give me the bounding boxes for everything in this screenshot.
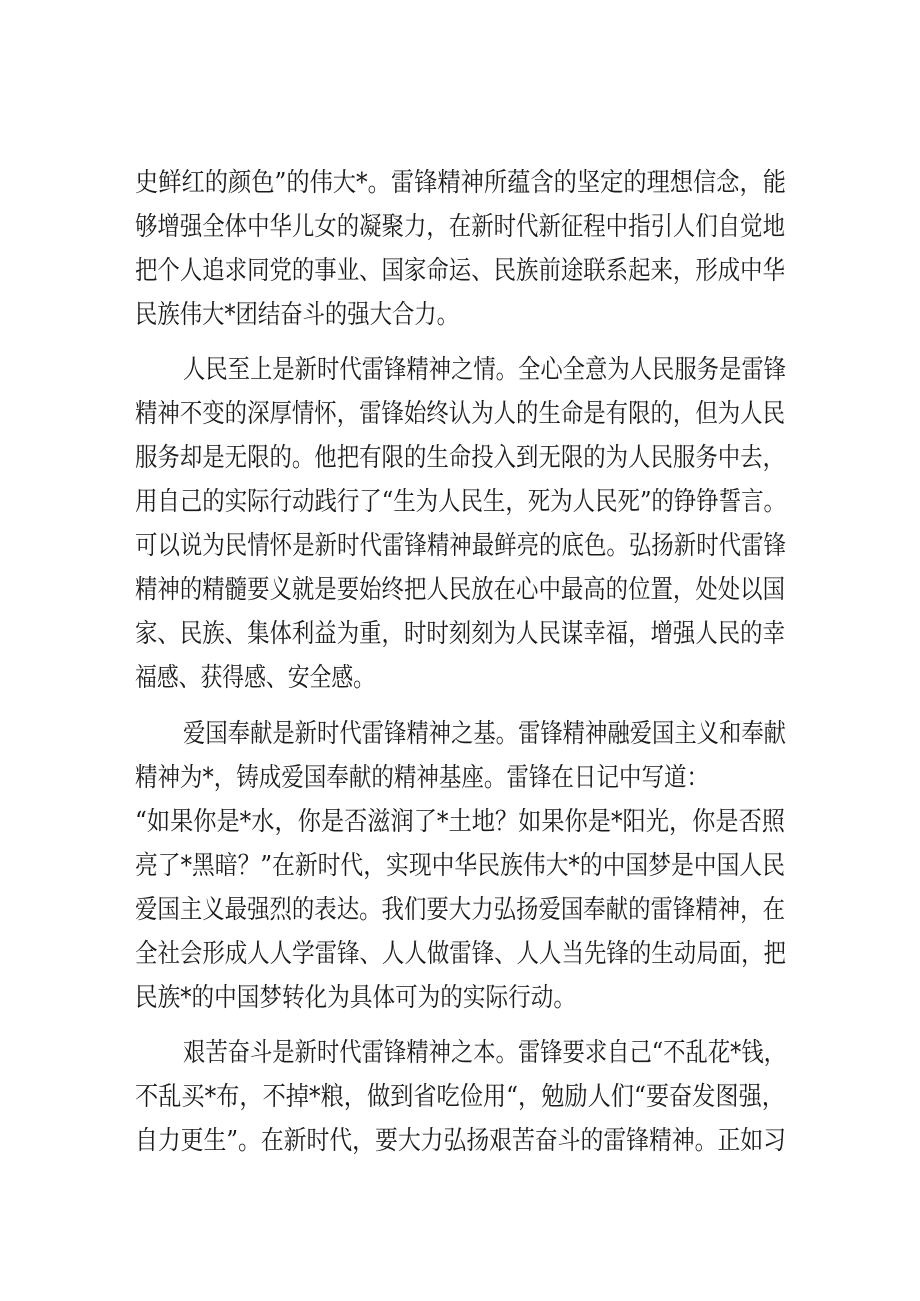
- paragraph-line: [0, 1118, 920, 1164]
- paragraph-line: [0, 248, 920, 294]
- paragraph-line: [0, 931, 920, 977]
- line-text: 福感、获得感、安全感。: [135, 663, 375, 693]
- paragraph-line: [0, 655, 920, 701]
- line-text: 艰苦奋斗是新时代雷锋精神之本。雷锋要求自己“不乱花*钱，: [183, 1038, 786, 1068]
- line-text: 史鲜红的颜色”的伟大*。雷锋精神所蕴含的坚定的理想信念，能: [135, 168, 786, 198]
- paragraph-line: [0, 755, 920, 801]
- line-text: 亮了*黑暗？”在新时代，实现中华民族伟大*的中国梦是中国人民: [135, 851, 785, 881]
- line-text: “如果你是*水，你是否滋润了*土地？如果你是*阳光，你是否照: [135, 807, 785, 837]
- line-text: 自力更生”。在新时代，要大力弘扬艰苦奋斗的雷锋精神。正如习: [135, 1126, 786, 1156]
- paragraph-line: [0, 160, 920, 206]
- line-text: 家、民族、集体利益为重，时时刻刻为人民谋幸福，增强人民的幸: [135, 619, 785, 649]
- line-text: 够增强全体中华儿女的凝聚力，在新时代新征程中指引人们自觉地: [135, 212, 785, 242]
- line-text: 精神为*，铸成爱国奉献的精神基座。雷锋在日记中写道：: [135, 763, 709, 793]
- line-text: 不乱买*布，不掉*粮，做到省吃俭用“，勉励人们“要奋发图强，: [135, 1082, 785, 1112]
- paragraph-line: [0, 204, 920, 250]
- line-text: 精神的精髓要义就是要始终把人民放在心中最高的位置，处处以国: [135, 575, 785, 605]
- paragraph-line: [0, 1074, 920, 1120]
- paragraph-line: [0, 843, 920, 889]
- paragraph-line: [0, 391, 920, 437]
- line-text: 用自己的实际行动践行了“生为人民生，死为人民死”的铮铮誓言。: [135, 487, 786, 517]
- line-text: 民族*的中国梦转化为具体可为的实际行动。: [135, 983, 576, 1013]
- paragraph-line: [0, 887, 920, 933]
- line-text: 把个人追求同党的事业、国家命运、民族前途联系起来，形成中华: [135, 256, 785, 286]
- paragraph-line: [0, 347, 920, 393]
- paragraph-line: [0, 975, 920, 1021]
- paragraph-line: [0, 292, 920, 338]
- paragraph-line: [0, 799, 920, 845]
- paragraph-line: [0, 435, 920, 481]
- paragraph-line: [0, 711, 920, 757]
- line-text: 爱国奉献是新时代雷锋精神之基。雷锋精神融爱国主义和奉献: [183, 719, 786, 749]
- line-text: 服务却是无限的。他把有限的生命投入到无限的为人民服务中去，: [135, 443, 785, 473]
- paragraph-line: [0, 611, 920, 657]
- line-text: 人民至上是新时代雷锋精神之情。全心全意为人民服务是雷锋: [183, 355, 786, 385]
- line-text: 可以说为民情怀是新时代雷锋精神最鲜亮的底色。弘扬新时代雷锋: [135, 531, 786, 561]
- paragraph-line: [0, 567, 920, 613]
- paragraph-line: [0, 479, 920, 525]
- paragraph-line: [0, 1030, 920, 1076]
- paragraph-line: [0, 523, 920, 569]
- line-text: 全社会形成人人学雷锋、人人做雷锋、人人当先锋的生动局面，把: [135, 939, 786, 969]
- line-text: 精神不变的深厚情怀，雷锋始终认为人的生命是有限的，但为人民: [135, 399, 785, 429]
- line-text: 民族伟大*团结奋斗的强大合力。: [135, 300, 459, 330]
- line-text: 爱国主义最强烈的表达。我们要大力弘扬爱国奉献的雷锋精神，在: [135, 895, 785, 925]
